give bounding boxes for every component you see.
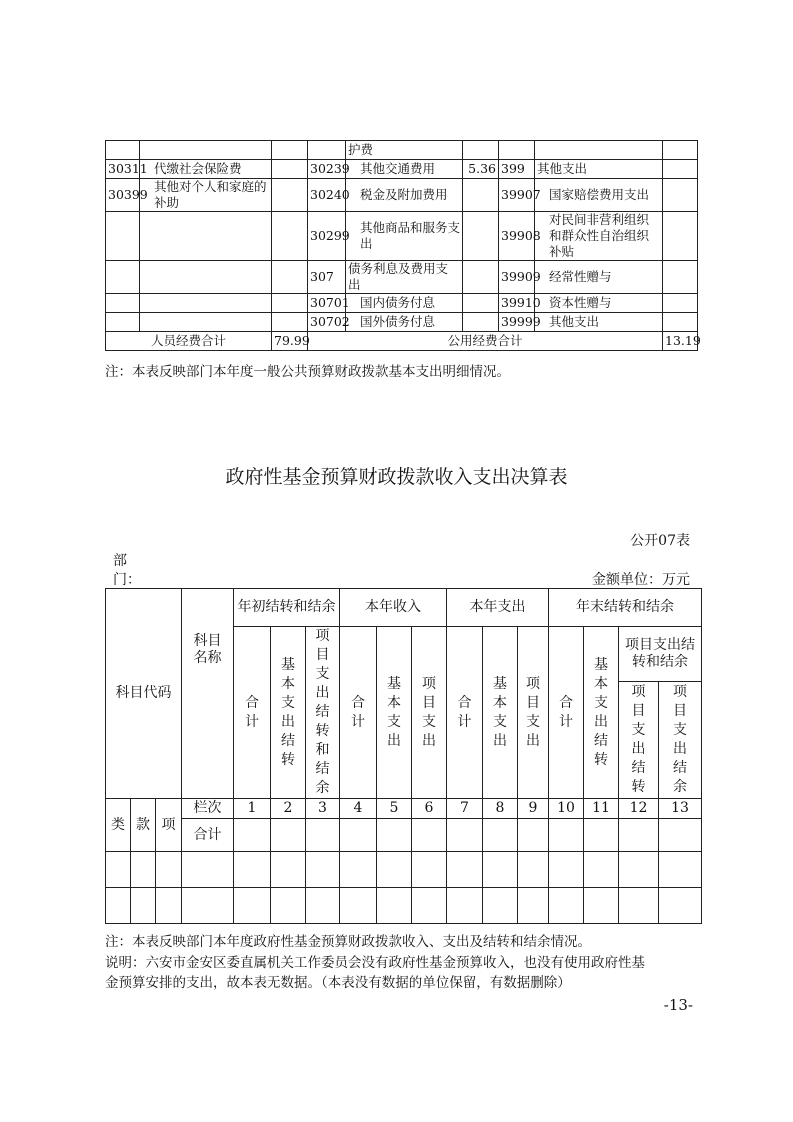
cell-value [663, 313, 698, 332]
table-row [106, 852, 702, 888]
col-basic: 基本支出 [377, 627, 412, 799]
col-total: 合计 [340, 627, 377, 799]
column-number: 12 [619, 799, 659, 819]
report-title: 政府性基金预算财政拨款收入支出决算表 [225, 466, 568, 488]
header-row [106, 589, 702, 627]
sum-label: 合计 [182, 819, 234, 852]
header-project-carry-surplus: 项目支出结转和结余 [619, 627, 702, 682]
table-note: 注：本表反映部门本年度政府性基金预算财政拨款收入、支出及结转和结余情况。 [105, 934, 591, 950]
cell-name: 债务利息及费用支出 [346, 261, 463, 294]
table-row [106, 313, 698, 332]
cell-name: 护费 [346, 141, 463, 160]
column-number: 4 [340, 799, 377, 819]
cell-value [463, 261, 499, 294]
basic-expenditure-detail-table [105, 140, 701, 351]
cell-name [140, 294, 272, 313]
col-project-carry: 项目支出结转 [619, 682, 659, 799]
cell-code: 399 [499, 160, 535, 179]
column-number: 8 [483, 799, 518, 819]
cell-code [106, 294, 140, 313]
cell-code: 30240 [308, 179, 346, 212]
cell-name: 国内债务付息 [346, 294, 463, 313]
col-basic-carry: 基本支出结转 [584, 627, 619, 799]
col-basic: 基本支出 [483, 627, 518, 799]
column-number: 10 [549, 799, 584, 819]
public-total-value: 13.19 [663, 332, 698, 351]
column-number: 13 [659, 799, 702, 819]
cell-code: 307 [308, 261, 346, 294]
cell-code: 39909 [499, 261, 535, 294]
cell-name: 其他交通费用 [346, 160, 463, 179]
cell-name [140, 261, 272, 294]
cell-value [663, 261, 698, 294]
cell-value: 5.36 [463, 160, 499, 179]
page-number: -13- [663, 996, 693, 1014]
header-opening-balance: 年初结转和结余 [234, 589, 340, 627]
lei-label: 类 [106, 799, 131, 852]
kuan-label: 款 [131, 799, 156, 852]
column-index-label: 栏次 [182, 799, 234, 819]
column-number: 6 [412, 799, 447, 819]
header-closing-balance: 年末结转和结余 [549, 589, 702, 627]
cell-code: 39910 [499, 294, 535, 313]
cell-name: 国家赔偿费用支出 [535, 179, 663, 212]
cell-name: 其他对个人和家庭的补助 [140, 179, 272, 212]
cell-value [463, 179, 499, 212]
col-basic-carry: 基本支出结转 [271, 627, 306, 799]
cell-code: 30702 [308, 313, 346, 332]
table-row [106, 888, 702, 924]
cell-code: 30311 [106, 160, 140, 179]
cell-name: 其他支出 [535, 313, 663, 332]
cell-code: 30299 [308, 212, 346, 261]
table-row [106, 179, 698, 212]
dept-label: 部 [113, 553, 127, 569]
cell-name: 经常性赠与 [535, 261, 663, 294]
dept-label-2: 门： [113, 572, 141, 588]
col-project-surplus: 项目支出结余 [659, 682, 702, 799]
column-number-row [106, 799, 702, 819]
header-expenditure: 本年支出 [447, 589, 549, 627]
table-row [106, 819, 702, 852]
unit-label: 金额单位：万元 [592, 572, 690, 588]
cell-value [272, 294, 308, 313]
table-number: 公开07表 [630, 533, 690, 549]
cell-value [272, 313, 308, 332]
public-total-label: 公用经费合计 [308, 332, 663, 351]
cell-code: 39907 [499, 179, 535, 212]
column-number: 5 [377, 799, 412, 819]
explanation-line-2: 金预算安排的支出，故本表无数据。（本表没有数据的单位保留，有数据删除） [105, 975, 571, 991]
table-row [106, 141, 698, 160]
col-project: 项目支出 [518, 627, 549, 799]
personnel-total-label: 人员经费合计 [106, 332, 272, 351]
column-number: 1 [234, 799, 271, 819]
cell-value [463, 212, 499, 261]
cell-name: 国外债务付息 [346, 313, 463, 332]
cell-value [272, 261, 308, 294]
table-total-row [106, 332, 698, 351]
cell-value [272, 212, 308, 261]
table-row [106, 160, 698, 179]
table-row [106, 294, 698, 313]
col-total: 合计 [447, 627, 483, 799]
cell-value [663, 212, 698, 261]
cell-code: 39908 [499, 212, 535, 261]
table-row [106, 261, 698, 294]
col-total: 合计 [234, 627, 271, 799]
col-total: 合计 [549, 627, 584, 799]
header-subject-code: 科目代码 [106, 589, 182, 799]
cell-value [663, 179, 698, 212]
top-table-note: 注：本表反映部门本年度一般公共预算财政拨款基本支出明细情况。 [105, 364, 510, 380]
table-row [106, 212, 698, 261]
cell-name: 其他支出 [535, 160, 663, 179]
header-income: 本年收入 [340, 589, 447, 627]
cell-value [463, 313, 499, 332]
column-number: 9 [518, 799, 549, 819]
xiang-label: 项 [156, 799, 182, 852]
cell-name [140, 212, 272, 261]
cell-code: 39999 [499, 313, 535, 332]
column-number: 7 [447, 799, 483, 819]
cell-name: 税金及附加费用 [346, 179, 463, 212]
cell-code [106, 261, 140, 294]
column-number: 11 [584, 799, 619, 819]
header-subject-name: 科目名称 [182, 589, 234, 799]
column-number: 3 [306, 799, 340, 819]
cell-name: 其他商品和服务支出 [346, 212, 463, 261]
gov-fund-budget-table [105, 588, 702, 924]
cell-name [140, 313, 272, 332]
cell-code [106, 313, 140, 332]
cell-name: 资本性赠与 [535, 294, 663, 313]
cell-name: 对民间非营利组织和群众性自治组织补贴 [535, 212, 663, 261]
column-number: 2 [271, 799, 306, 819]
personnel-total-value: 79.99 [272, 332, 308, 351]
col-project: 项目支出 [412, 627, 447, 799]
cell-value [663, 294, 698, 313]
cell-value [272, 160, 308, 179]
explanation-line-1: 说明：六安市金安区委直属机关工作委员会没有政府性基金预算收入，也没有使用政府性基 [105, 955, 645, 971]
cell-code: 30239 [308, 160, 346, 179]
cell-code [106, 212, 140, 261]
cell-value [663, 160, 698, 179]
cell-name: 代缴社会保险费 [140, 160, 272, 179]
cell-value [272, 179, 308, 212]
cell-value [463, 294, 499, 313]
cell-code: 30701 [308, 294, 346, 313]
col-project-carry: 项目支出结转和结余 [306, 627, 340, 799]
cell-code: 30399 [106, 179, 140, 212]
